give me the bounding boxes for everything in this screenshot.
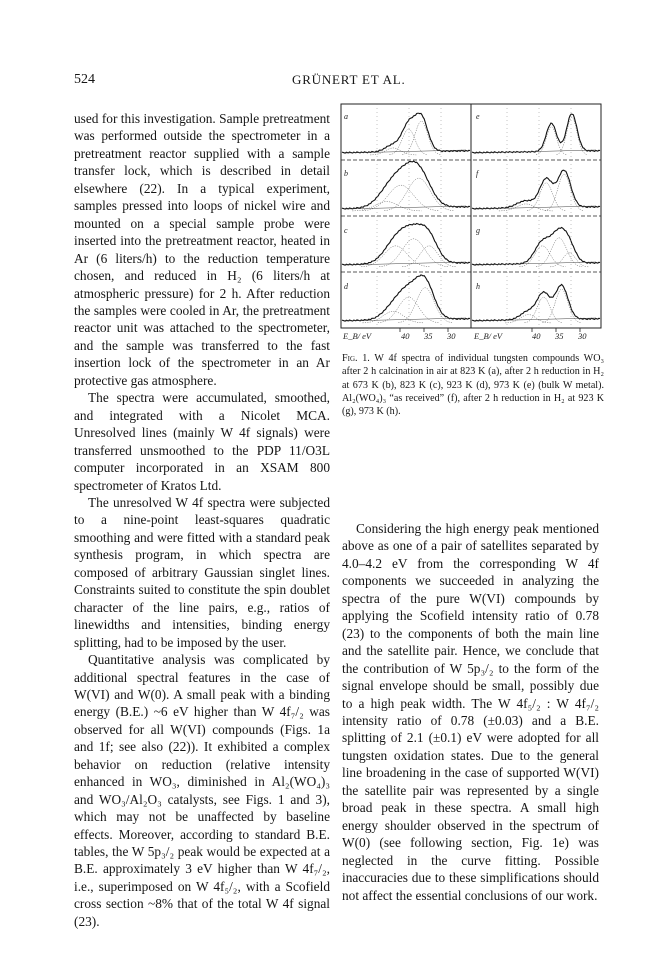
axis-labels bbox=[342, 331, 587, 341]
spectrum-panel bbox=[342, 275, 470, 323]
caption-text: W 4f spectra of individual tungsten compounds WO₃ after 2 h calcination in air at 823 K (a), after 2 h reduction in H₂ at 673 K (b), 823 K (c), 923 K (d), 973 K (e) (bulk W metal). Al₂(WO₄)₃ “as received” (f), after 2 h reduction in H₂ at 923 K (g), 973 K (h). bbox=[342, 353, 604, 418]
paragraph: used for this investigation. Sample pretreatment was performed outside the spectrometer in a pretreatment reactor supplied with a sample transfer lock, which is described in detail elsewhere (22). In a typical experiment, samples pressed into loops of nickel wire and mounted on a special sample probe were inserted into the pretreatment reactor, heated in Ar (6 liters/h) to the reduction temperature chosen, and reduced in H₂ (6 liters/h at atmospheric pressure) for 2 h. After reduction the samples were cooled in Ar, the pretreatment reactor unit was attached to the spectrometer, and the sample was transferred to the fast insertion lock of the spectrometer in an Ar protective gas atmosphere. bbox=[74, 111, 330, 388]
caption-label: Fig. 1. bbox=[342, 353, 370, 364]
figure-frame bbox=[341, 104, 601, 332]
spectrum-panel bbox=[472, 114, 600, 155]
panel-label-c: c bbox=[344, 226, 348, 235]
tick-label: 40 bbox=[401, 331, 410, 341]
spectrum-panel bbox=[472, 227, 600, 266]
axis-label-right: E_B/ eV bbox=[474, 331, 503, 341]
panel-label-e: e bbox=[476, 112, 480, 121]
panel-label-g: g bbox=[476, 226, 480, 235]
tick-label: 35 bbox=[555, 331, 564, 341]
spectrum-panel bbox=[342, 224, 470, 267]
spectrum-curve bbox=[342, 161, 470, 209]
fitted-component bbox=[362, 311, 423, 323]
panel-label-h: h bbox=[476, 282, 480, 291]
fitted-component bbox=[536, 127, 567, 155]
paragraph: Quantitative analysis was complicated by additional spectral features in the case of W(VI) and W(0). A small peak with a binding energy (B.E.) ~6 eV higher than W 4f₇/₂ was observed for all W(VI) compounds (Figs. 1a and 1f; see also (22)). It exhibited a complex behavior on reduction (relative intensity enhanced in WO₃, diminished in Al₂(WO₄)₃ and WO₃/Al₂O₃ catalysts, see Figs. 1 and 3), which may not be unaffected by baseline effects. Moreover, according to standard B.E. tables, the W 5p₃/₂ peak would be expected at a B.E. approximately 3 eV higher than W 4f₇/₂, i.e., superimposed on W 4f₅/₂, with a Scofield cross section ~8% that of the total W 4f signal (23). bbox=[74, 652, 330, 929]
xps-spectra-figure bbox=[340, 103, 602, 343]
paragraph: Considering the high energy peak mentioned above as one of a pair of satellites separated by 4.0–4.2 eV from the corresponding W 4f components we succeeded in analyzing the spectra of the pure W(VI) compounds by applying the Scofield intensity ratio of 0.78 (23) to the components of both the main line and the satellite pair. Hence, we conclude that the contribution of W 5p₃/₂ to the form of the signal envelope should be small, possibly due to a high peak width. The W 4f₅/₂ : W 4f₇/₂ intensity ratio of 0.78 (±0.03) and a B.E. splitting of 2.1 (±0.1) eV were adopted for all tungsten oxidation states. Due to the general line broadening in the case of supported W(VI) the satellite pair was represented by a single broad peak in these spectra. A small high energy shoulder observed in the spectrum of W(0) (see following section, Fig. 1e) was neglected in the curve fitting. Possible inaccuracies due to these simplifications should not affect the essential conclusions of our work. bbox=[342, 521, 599, 903]
figure-caption bbox=[342, 352, 604, 418]
fitted-component bbox=[398, 288, 452, 323]
axis-label-left: E_B/ eV bbox=[343, 331, 372, 341]
tick-label: 30 bbox=[578, 331, 587, 341]
fitted-component bbox=[402, 121, 440, 154]
right-column bbox=[342, 520, 599, 904]
panel-label-d: d bbox=[344, 282, 348, 291]
fitted-component bbox=[505, 315, 551, 323]
panel-label-f: f bbox=[476, 169, 479, 178]
panel-labels bbox=[344, 112, 480, 291]
spectrum-panel bbox=[472, 170, 600, 211]
spectrum-curve bbox=[342, 113, 470, 153]
fitted-component bbox=[545, 174, 583, 210]
fitted-component bbox=[384, 178, 453, 211]
left-column bbox=[74, 110, 330, 930]
fitted-component bbox=[352, 202, 421, 211]
spectrum-panel bbox=[342, 161, 470, 211]
tick-label: 30 bbox=[447, 331, 456, 341]
paragraph: The spectra were accumulated, smoothed, and integrated with a Nicolet MCA. Unresolved lines (mainly W 4f signals) were transferred unsmoothed to the PDP 11/O3L computer incorporated in an XSAM 800 spectrometer of Kratos Ltd. bbox=[74, 390, 330, 493]
panel-label-a: a bbox=[344, 112, 348, 121]
fitted-component bbox=[542, 289, 580, 322]
running-head: GRÜNERT ET AL. bbox=[292, 72, 406, 87]
fitted-component bbox=[556, 117, 587, 154]
page-number: 524 bbox=[74, 72, 95, 87]
tick-label: 35 bbox=[424, 331, 433, 341]
figure-1 bbox=[340, 103, 602, 343]
paragraph: The unresolved W 4f spectra were subjected to a nine-point least-squares quadratic smoothing and were fitted with a standard peak synthesis program, in which spectra are composed of arbitrary Gaussian singlet lines. Constraints suited to constitute the spin doublet character of the line pairs, e.g., ratios of linewidths and intensities, binding energy splitting, had to be imposed by the user. bbox=[74, 494, 330, 650]
spectrum-curve bbox=[472, 227, 600, 265]
panel-label-b: b bbox=[344, 169, 348, 178]
fitted-component bbox=[527, 183, 565, 211]
spectrum-curve bbox=[472, 284, 600, 321]
spectrum-panel bbox=[472, 284, 600, 322]
spectrum-panel bbox=[342, 113, 470, 155]
fitted-component bbox=[550, 253, 588, 267]
tick-label: 40 bbox=[532, 331, 541, 341]
